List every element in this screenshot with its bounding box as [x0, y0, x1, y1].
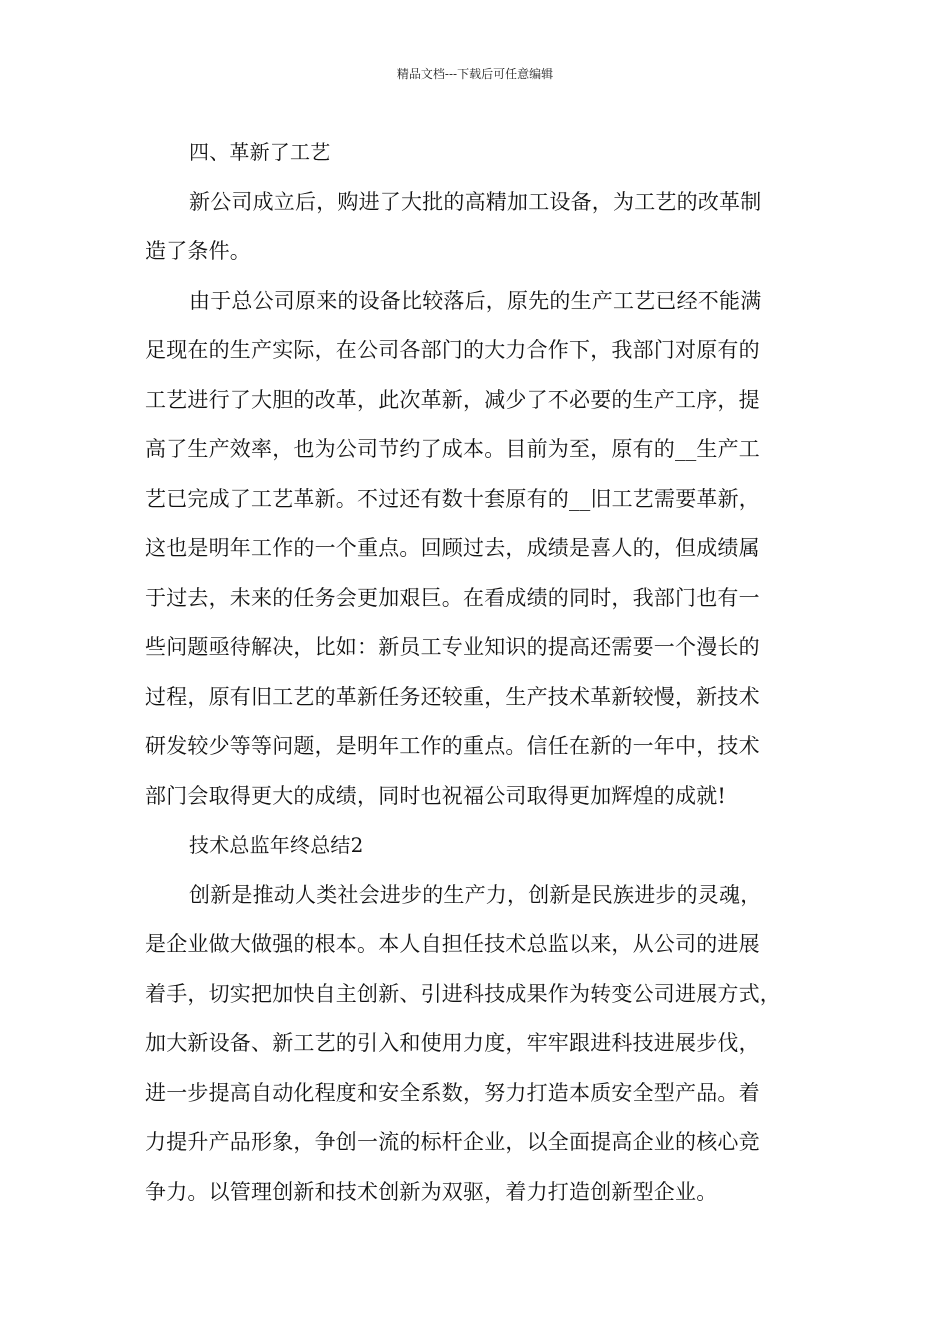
page-header: 精品文档---下载后可任意编辑	[396, 67, 554, 81]
paragraph-line: 造了条件。	[145, 239, 251, 263]
paragraph-line: 由于总公司原来的设备比较落后，原先的生产工艺已经不能满	[189, 288, 762, 313]
paragraph-line: 是企业做大做强的根本。本人自担任技术总监以来，从公司的进展	[145, 932, 760, 956]
paragraph-line: 争力。以管理创新和技术创新为双驱，着力打造创新型企业。	[145, 1179, 718, 1204]
paragraph-line: 些问题亟待解决，比如：新员工专业知识的提高还需要一个漫长的	[145, 635, 760, 659]
paragraph-line: 着手，切实把加快自主创新、引进科技成果作为转变公司进展方式，	[145, 981, 781, 1006]
paragraph-line: 进一步提高自动化程度和安全系数，努力打造本质安全型产品。着	[145, 1080, 760, 1105]
paragraph-line: 加大新设备、新工艺的引入和使用力度，牢牢跟进科技进展步伐，	[145, 1031, 760, 1055]
paragraph-line: 于过去，未来的任务会更加艰巨。在看成绩的同时，我部门也有一	[145, 585, 760, 610]
section-heading: 技术总监年终总结2	[189, 833, 364, 857]
paragraph-line: 过程，原有旧工艺的革新任务还较重，生产技术革新较慢，新技术	[145, 684, 760, 709]
paragraph-line: 艺已完成了工艺革新。不过还有数十套原有的__旧工艺需要革新，	[145, 486, 760, 511]
paragraph-line: 研发较少等等问题，是明年工作的重点。信任在新的一年中，技术	[145, 734, 760, 758]
paragraph-line: 高了生产效率，也为公司节约了成本。目前为至，原有的__生产工	[145, 437, 760, 461]
paragraph-line: 这也是明年工作的一个重点。回顾过去，成绩是喜人的，但成绩属	[145, 536, 760, 560]
paragraph-line: 创新是推动人类社会进步的生产力，创新是民族进步的灵魂，	[189, 882, 762, 907]
document-body	[145, 128, 810, 1217]
paragraph-line: 新公司成立后，购进了大批的高精加工设备，为工艺的改革制	[189, 189, 762, 214]
paragraph-line: 工艺进行了大胆的改革，此次革新，减少了不必要的生产工序，提	[145, 387, 760, 412]
paragraph-line: 足现在的生产实际，在公司各部门的大力合作下，我部门对原有的	[145, 338, 760, 362]
section-heading: 四、革新了工艺	[189, 140, 331, 164]
paragraph-line: 力提升产品形象，争创一流的标杆企业，以全面提高企业的核心竞	[145, 1130, 760, 1154]
paragraph-line: 部门会取得更大的成绩，同时也祝福公司取得更加辉煌的成就!	[145, 783, 727, 808]
